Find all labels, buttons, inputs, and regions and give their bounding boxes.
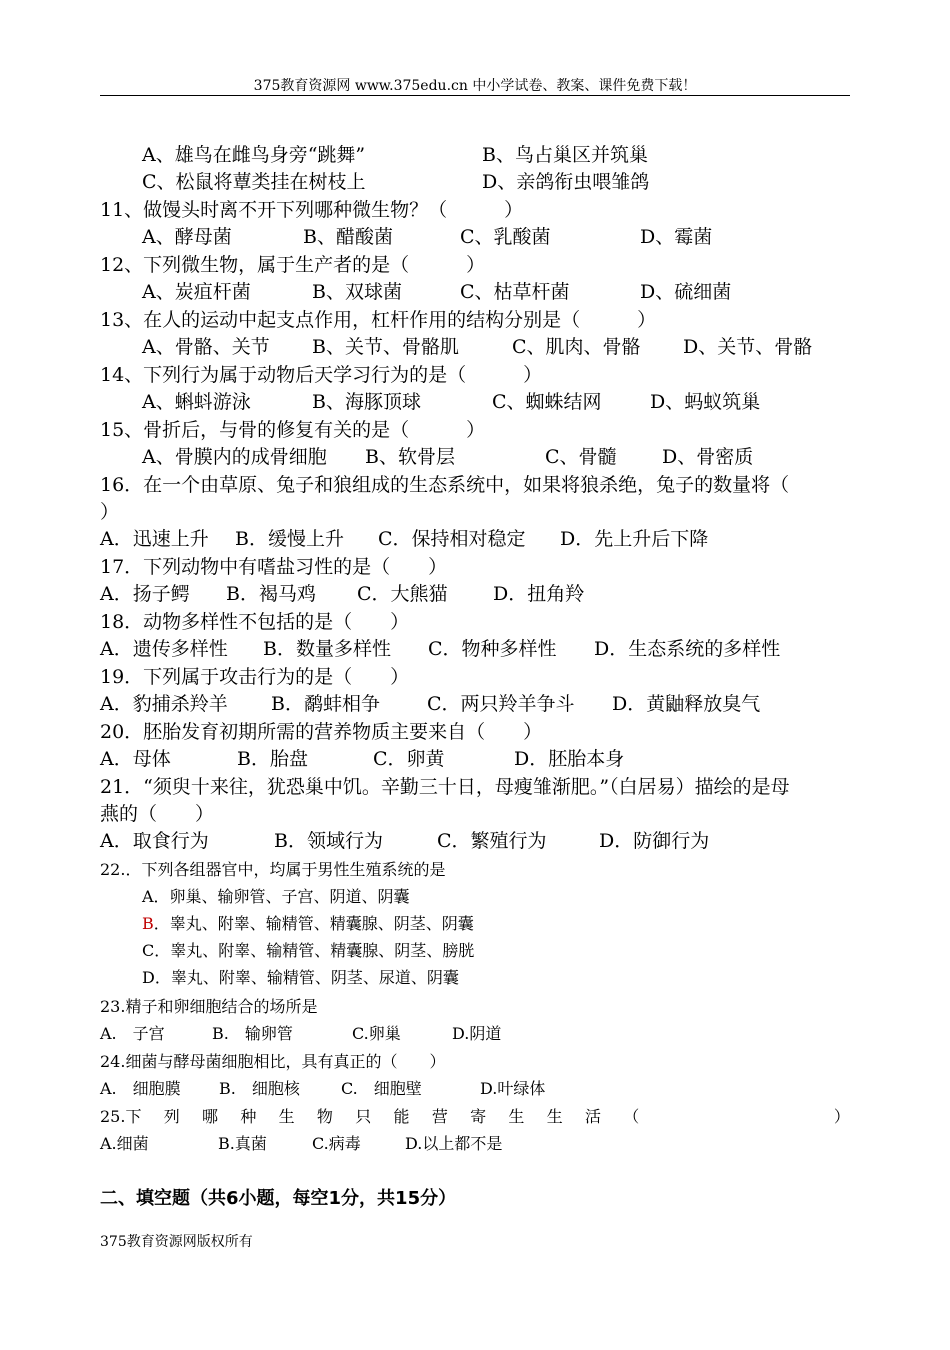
q20-option-a: A．母体 xyxy=(100,748,171,770)
page-header: 375教育资源网 www.375edu.cn 中小学试卷、教案、课件免费下载！ xyxy=(253,78,697,94)
q22-option-c: C．睾丸、附睾、输精管、精囊腺、阴茎、膀胱 xyxy=(142,941,475,960)
q25-stem-char: 物 xyxy=(316,1107,333,1126)
q21-stem-cont: 燕的（ ） xyxy=(100,803,215,825)
q11-stem: 11、做馒头时离不开下列哪种微生物？（ ） xyxy=(100,199,524,221)
q17-stem: 17．下列动物中有嗜盐习性的是（ ） xyxy=(100,556,448,578)
q19-option-d: D．黄鼬释放臭气 xyxy=(612,693,761,715)
q25-option-c: C.病毒 xyxy=(312,1134,361,1153)
q23-option-c: C.卵巢 xyxy=(352,1024,401,1043)
q14-option-a: A、蝌蚪游泳 xyxy=(142,391,251,413)
q24-option-d: D.叶绿体 xyxy=(480,1079,546,1098)
q18-option-b: B．数量多样性 xyxy=(263,638,391,660)
q25-stem-char: 活 xyxy=(585,1107,602,1126)
q25-stem-char: 寄 xyxy=(470,1107,487,1126)
q23-option-b: B. 输卵管 xyxy=(212,1024,293,1043)
q10-option-c: C、松鼠将蕈类挂在树枝上 xyxy=(142,171,366,193)
q25-stem-char: 列 xyxy=(163,1107,180,1126)
q22-stem: 22.．下列各组器官中，均属于男性生殖系统的是 xyxy=(100,860,446,879)
q25-option-a: A.细菌 xyxy=(100,1134,149,1153)
q25-stem xyxy=(100,1104,850,1127)
q19-option-b: B．鹬蚌相争 xyxy=(271,693,380,715)
q23-option-a: A. 子宫 xyxy=(100,1024,165,1043)
q15-stem: 15、骨折后，与骨的修复有关的是（ ） xyxy=(100,419,486,441)
q13-stem: 13、在人的运动中起支点作用，杠杆作用的结构分别是（ ） xyxy=(100,309,657,331)
header-divider xyxy=(100,95,850,96)
q25-stem-char: 25.下 xyxy=(100,1107,142,1126)
q25-stem-char: （ xyxy=(623,1107,640,1126)
q24-option-b: B. 细胞核 xyxy=(219,1079,300,1098)
q17-option-b: B．褐马鸡 xyxy=(226,583,316,605)
q20-option-d: D．胚胎本身 xyxy=(514,748,625,770)
q22-option-a: A．卵巢、输卵管、子宫、阴道、阴囊 xyxy=(142,887,410,906)
section-heading: 二、填空题（共6小题，每空1分，共15分） xyxy=(100,1188,457,1209)
q17-option-d: D．扭角羚 xyxy=(493,583,585,605)
q20-stem: 20．胚胎发育初期所需的营养物质主要来自（ ） xyxy=(100,721,543,743)
q12-stem: 12、下列微生物，属于生产者的是（ ） xyxy=(100,254,486,276)
q14-option-d: D、蚂蚁筑巢 xyxy=(650,391,761,413)
q25-stem-char: 生 xyxy=(546,1107,563,1126)
q25-stem-char: 只 xyxy=(355,1107,372,1126)
q18-stem: 18．动物多样性不包括的是（ ） xyxy=(100,611,410,633)
q17-option-a: A．扬子鳄 xyxy=(100,583,190,605)
q13-option-a: A、骨骼、关节 xyxy=(142,336,270,358)
q10-option-b: B、鸟占巢区并筑巢 xyxy=(482,144,648,166)
q22-option-b xyxy=(142,911,474,934)
q11-option-a: A、酵母菌 xyxy=(142,226,232,248)
q22-option-b-letter: B xyxy=(142,914,154,933)
q25-stem-char: 生 xyxy=(508,1107,525,1126)
q15-option-c: C、骨髓 xyxy=(545,446,617,468)
q25-option-b: B.真菌 xyxy=(218,1134,267,1153)
q25-stem-char: 哪 xyxy=(202,1107,219,1126)
q18-option-d: D．生态系统的多样性 xyxy=(594,638,781,660)
q13-option-b: B、关节、骨骼肌 xyxy=(312,336,459,358)
q21-stem: 21．“须臾十来往，犹恐巢中饥。辛勤三十日，母瘦雏渐肥。”（白居易）描绘的是母 xyxy=(100,776,790,798)
q10-option-d: D、亲鸽衔虫喂雏鸽 xyxy=(482,171,650,193)
q16-option-c: C．保持相对稳定 xyxy=(378,528,526,550)
q16-option-a: A．迅速上升 xyxy=(100,528,209,550)
q19-option-a: A．豹捕杀羚羊 xyxy=(100,693,228,715)
q11-option-b: B、醋酸菌 xyxy=(303,226,393,248)
q19-option-c: C．两只羚羊争斗 xyxy=(427,693,575,715)
q25-stem-char: 生 xyxy=(278,1107,295,1126)
q14-option-b: B、海豚顶球 xyxy=(312,391,421,413)
page-footer: 375教育资源网版权所有 xyxy=(100,1234,253,1250)
q25-blank xyxy=(662,1104,812,1127)
q25-stem-char: 能 xyxy=(393,1107,410,1126)
q25-stem-char: ） xyxy=(833,1107,850,1126)
q21-option-b: B．领域行为 xyxy=(274,830,383,852)
q23-stem: 23.精子和卵细胞结合的场所是 xyxy=(100,997,318,1016)
q22-option-d: D．睾丸、附睾、输精管、阴茎、尿道、阴囊 xyxy=(142,968,459,987)
q25-stem-char: 种 xyxy=(240,1107,257,1126)
q15-option-b: B、软骨层 xyxy=(365,446,455,468)
q22-option-b-text: ．睾丸、附睾、输精管、精囊腺、阴茎、阴囊 xyxy=(153,914,474,933)
q12-option-b: B、双球菌 xyxy=(312,281,402,303)
q18-option-a: A．遗传多样性 xyxy=(100,638,228,660)
q21-option-c: C．繁殖行为 xyxy=(437,830,547,852)
q25-option-d: D.以上都不是 xyxy=(405,1134,503,1153)
q14-stem: 14、下列行为属于动物后天学习行为的是（ ） xyxy=(100,364,543,386)
q20-option-b: B．胎盘 xyxy=(237,748,308,770)
q15-option-d: D、骨密质 xyxy=(662,446,754,468)
q24-option-c: C. 细胞壁 xyxy=(341,1079,422,1098)
q24-stem: 24.细菌与酵母菌细胞相比，具有真正的（ ） xyxy=(100,1052,446,1071)
q10-option-a: A、雄鸟在雌鸟身旁“跳舞” xyxy=(142,144,366,166)
q21-option-d: D．防御行为 xyxy=(599,830,710,852)
q24-option-a: A. 细胞膜 xyxy=(100,1079,181,1098)
q16-option-d: D．先上升后下降 xyxy=(560,528,709,550)
q16-stem-cont: ） xyxy=(100,501,120,523)
q12-option-c: C、枯草杆菌 xyxy=(460,281,570,303)
q16-stem: 16．在一个由草原、兔子和狼组成的生态系统中，如果将狼杀绝，兔子的数量将（ xyxy=(100,474,790,496)
q18-option-c: C．物种多样性 xyxy=(428,638,557,660)
q17-option-c: C．大熊猫 xyxy=(357,583,448,605)
q19-stem: 19．下列属于攻击行为的是（ ） xyxy=(100,666,410,688)
q20-option-c: C．卵黄 xyxy=(373,748,445,770)
q21-option-a: A．取食行为 xyxy=(100,830,209,852)
q11-option-c: C、乳酸菌 xyxy=(460,226,551,248)
q13-option-d: D、关节、骨骼 xyxy=(683,336,813,358)
q12-option-a: A、炭疽杆菌 xyxy=(142,281,251,303)
q12-option-d: D、硫细菌 xyxy=(640,281,732,303)
q16-option-b: B．缓慢上升 xyxy=(235,528,344,550)
q11-option-d: D、霉菌 xyxy=(640,226,713,248)
q14-option-c: C、蜘蛛结网 xyxy=(492,391,602,413)
q25-stem-char: 营 xyxy=(431,1107,448,1126)
q15-option-a: A、骨膜内的成骨细胞 xyxy=(142,446,327,468)
q13-option-c: C、肌肉、骨骼 xyxy=(512,336,641,358)
q23-option-d: D.阴道 xyxy=(452,1024,502,1043)
